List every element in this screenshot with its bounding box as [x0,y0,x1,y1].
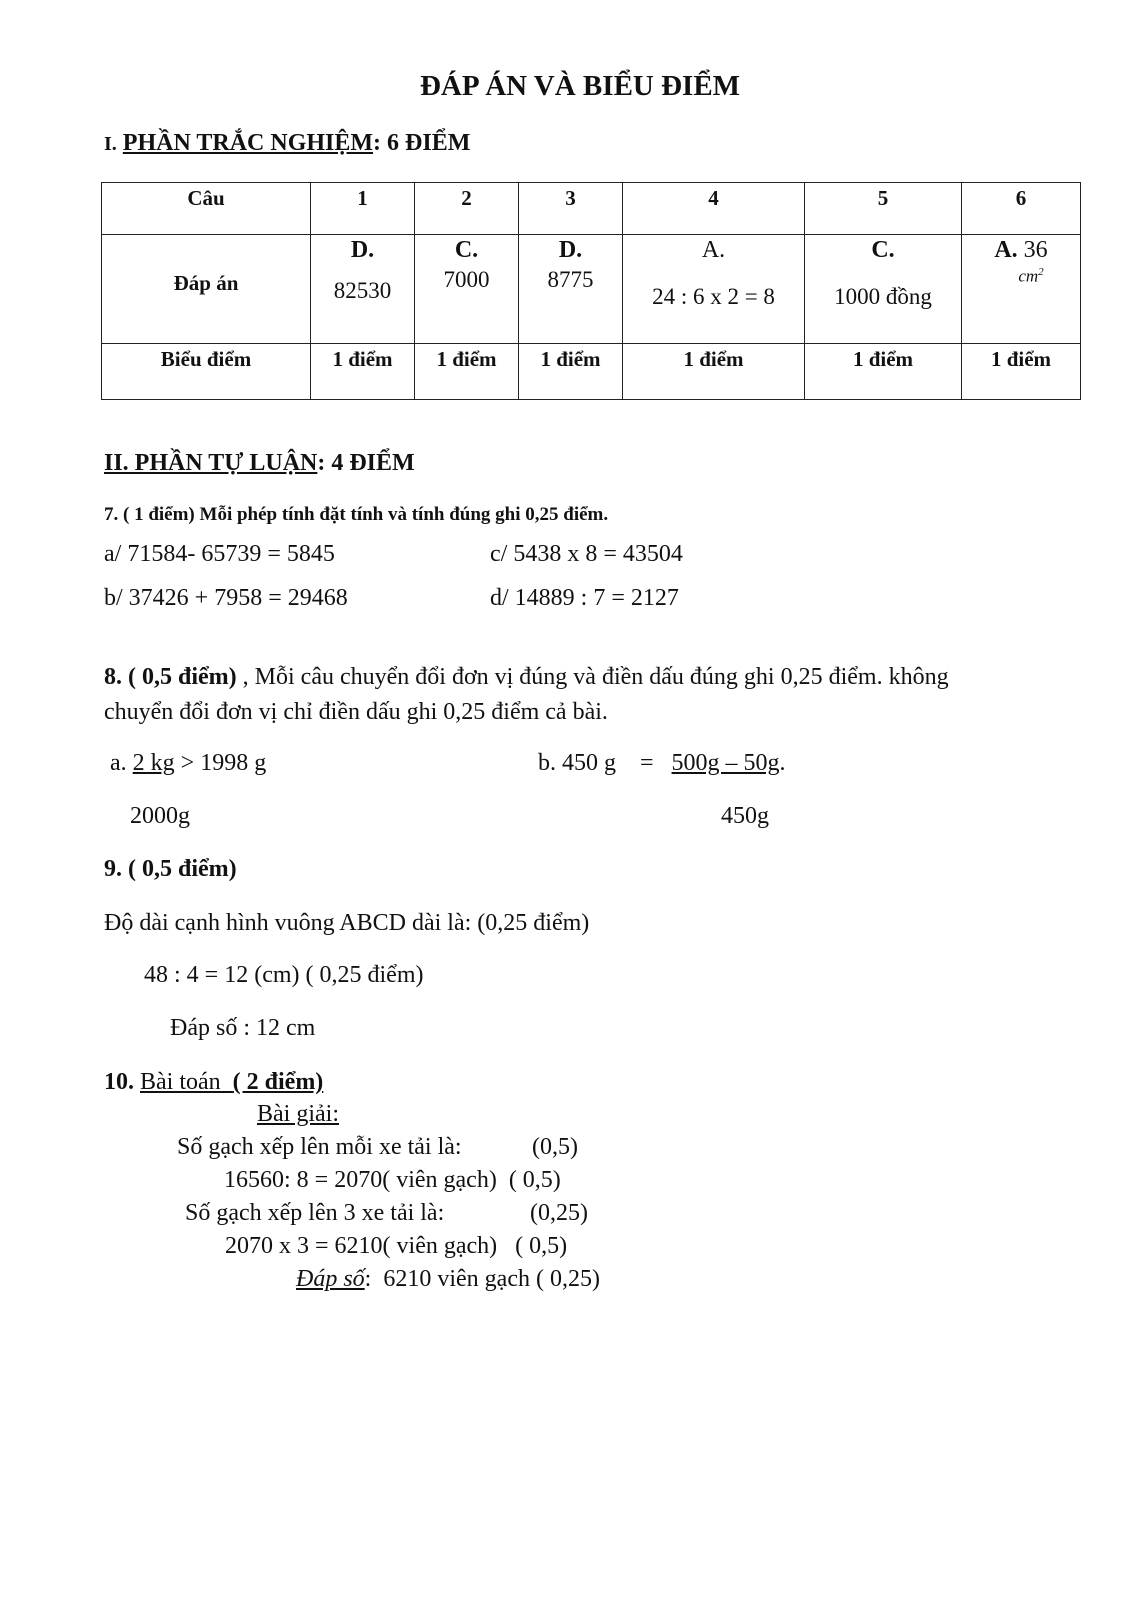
q10-step-1: Số gạch xếp lên mỗi xe tải là: [177,1134,462,1160]
q10-final-answer: Đáp số: 6210 viên gạch ( 0,25) [296,1266,600,1292]
page-title: ĐÁP ÁN VÀ BIỂU ĐIỂM [419,70,741,102]
answer-cell [415,235,519,344]
q9-line-1: Độ dài cạnh hình vuông ABCD dài là: (0,25 điểm) [104,910,590,936]
answer-value: 36 [1023,237,1048,263]
section-2-points: : 4 ĐIỂM [317,450,415,476]
question-number: 2 [415,183,519,235]
q10-step-1-points: (0,5) [532,1134,578,1160]
question-number: 5 [805,183,962,235]
q10-step-3-points: (0,25) [530,1200,588,1226]
q8-a-underlined: 2 kg [132,750,175,776]
answer-letter: C. [871,237,895,263]
score-cell: 1 điểm [519,344,623,400]
q10-heading [104,1069,323,1096]
answer-cell [962,235,1081,344]
unit-cm2: $cm^2$ [1018,266,1044,286]
section-2-heading [104,450,415,477]
q9-line-2: 48 : 4 = 12 (cm) ( 0,25 điểm) [144,962,424,988]
q7-b: b/ 37426 + 7958 = 29468 [104,585,348,611]
q8-number: 8. ( 0,5 điểm) [104,664,237,690]
answer-cell [623,235,805,344]
q8-line-2: chuyển đổi đơn vị chỉ điền dấu ghi 0,25 điểm cả bài. [104,699,608,725]
question-number: 1 [311,183,415,235]
section-1-heading [104,130,470,157]
answer-letter: A. [701,237,726,263]
header-label: Câu [102,183,311,235]
score-label: Biểu điểm [102,344,311,400]
q8-b: b. 450 g = 500g – 50g. [538,750,786,776]
q7-a: a/ 71584- 65739 = 5845 [104,541,335,567]
table-row-answers [102,235,1081,344]
answer-table [101,182,1081,400]
q10-step-4: 2070 x 3 = 6210( viên gạch) ( 0,5) [225,1233,568,1259]
table-row-scores [102,344,1081,400]
answer-letter: D. [558,237,583,263]
answer-value: 82530 [333,278,392,303]
q10-solution-label: Bài giải: [257,1101,339,1127]
section-1-points: : 6 ĐIỂM [373,130,471,156]
section-1-title: PHẦN TRẮC NGHIỆM [122,130,374,156]
q10-number: 10. [104,1069,134,1095]
q9-answer: Đáp số : 12 cm [170,1015,316,1041]
answer-letter: A. [994,237,1018,263]
score-cell: 1 điểm [415,344,519,400]
answer-label: Đáp án [173,271,239,295]
q10-answer-label: Đáp số [296,1266,365,1292]
score-cell: 1 điểm [805,344,962,400]
q8-a-conversion: 2000g [130,803,190,829]
q7-d: d/ 14889 : 7 = 2127 [490,585,679,611]
score-cell: 1 điểm [311,344,415,400]
q8-text: , Mỗi câu chuyển đổi đơn vị đúng và điền dấu đúng ghi 0,25 điểm. không [236,664,949,690]
answer-value: 1000 đồng [834,284,932,309]
answer-line [962,237,1080,264]
q8-b-conversion: 450g [721,803,769,829]
answer-cell [519,235,623,344]
score-cell: 1 điểm [962,344,1081,400]
q8-line-1 [104,664,949,691]
answer-letter: D. [350,237,375,263]
q7-c: c/ 5438 x 8 = 43504 [490,541,683,567]
question-number: 3 [519,183,623,235]
q7-heading: 7. ( 1 điểm) Mỗi phép tính đặt tính và tính đúng ghi 0,25 điểm. [104,504,609,525]
table-row-questions [102,183,1081,235]
q8-b-underlined: 500g – 50g [671,750,780,776]
answer-label-cell [102,235,311,344]
q8-a: a. 2 kg > 1998 g [110,750,267,776]
question-number: 6 [962,183,1081,235]
answer-cell [805,235,962,344]
answer-value: 8775 [547,267,594,292]
section-2-title: II. PHẦN TỰ LUẬN [104,450,318,476]
answer-value: 7000 [443,267,490,292]
q10-step-3: Số gạch xếp lên 3 xe tải là: [185,1200,445,1226]
q9-heading: 9. ( 0,5 điểm) [104,856,237,882]
q10-title: Bài toán ( 2 điểm) [140,1069,324,1095]
question-number: 4 [623,183,805,235]
section-1-roman: I. [104,133,117,155]
answer-letter: C. [454,237,479,263]
answer-cell [311,235,415,344]
score-cell: 1 điểm [623,344,805,400]
answer-value: 24 : 6 x 2 = 8 [652,284,775,309]
q10-step-2: 16560: 8 = 2070( viên gạch) ( 0,5) [224,1167,561,1193]
